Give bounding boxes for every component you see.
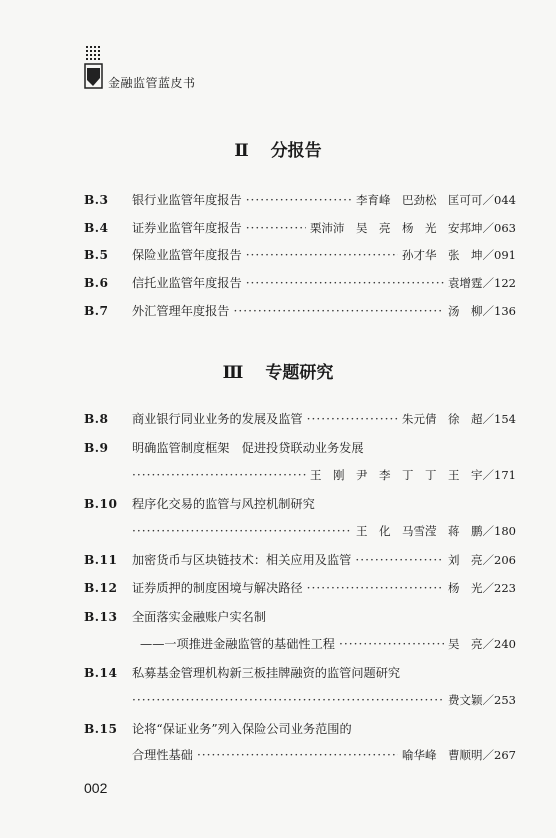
- dot-leader: [307, 410, 398, 428]
- dot-leader: [355, 551, 444, 569]
- entry-title: 保险业监管年度报告: [132, 248, 242, 262]
- toc-entry-continuation: [84, 635, 516, 653]
- entry-title: 私募基金管理机构新三板挂牌融资的监管问题研究: [132, 666, 401, 680]
- entry-authors-page: 刘 亮／206: [448, 553, 516, 567]
- book-series-title: 金融监管蓝皮书: [108, 76, 196, 90]
- dot-leader: [132, 466, 306, 484]
- entry-title: 加密货币与区块链技术：相关应用及监管: [132, 553, 352, 567]
- entry-authors-page: 朱元倩 徐 超／154: [402, 412, 516, 426]
- entry-subtitle: ——一项推进金融监管的基础性工程: [140, 637, 335, 651]
- entry-title: 论将“保证业务”列入保险公司业务范围的: [132, 722, 352, 736]
- dot-leader: [246, 274, 444, 292]
- entry-authors-page: 孙才华 张 坤／091: [402, 248, 516, 262]
- entry-code: B.15: [84, 722, 118, 736]
- entry-authors-page: 栗沛沛 吴 亮 杨 光 安邦坤／063: [310, 221, 516, 235]
- dot-leader: [132, 691, 444, 709]
- toc-entry[interactable]: [84, 410, 516, 428]
- dot-leader: [339, 635, 444, 653]
- toc-entry[interactable]: [84, 246, 516, 264]
- toc-entry[interactable]: [84, 274, 516, 292]
- entry-title: 外汇管理年度报告: [132, 304, 230, 318]
- entry-authors-page: 王 刚 尹 李 丁 丁 王 宇／171: [310, 468, 516, 482]
- toc-entry[interactable]: [84, 191, 516, 209]
- entry-title: 银行业监管年度报告: [132, 193, 242, 207]
- entry-code: B.5: [84, 248, 109, 262]
- toc-entry[interactable]: [84, 664, 516, 682]
- entry-code: B.12: [84, 581, 118, 595]
- toc-entry-continuation: [84, 746, 516, 764]
- entry-code: B.4: [84, 221, 109, 235]
- entry-code: B.10: [84, 497, 118, 511]
- dot-leader: [307, 579, 444, 597]
- toc-entry[interactable]: [84, 439, 516, 457]
- section-number: Ⅱ: [234, 141, 249, 161]
- entry-title-continued: 合理性基础: [132, 748, 193, 762]
- toc-entry-continuation: [84, 466, 516, 484]
- entry-code: B.8: [84, 412, 109, 426]
- toc-entry[interactable]: [84, 219, 516, 237]
- entry-title: 证券业监管年度报告: [132, 221, 242, 235]
- section-heading-special-research: [0, 358, 556, 383]
- dot-leader: [197, 746, 398, 764]
- toc-entry[interactable]: [84, 608, 516, 626]
- page-number: 002: [84, 780, 108, 796]
- toc-entry[interactable]: [84, 551, 516, 569]
- section-title: 专题研究: [265, 363, 334, 383]
- entry-title: 证券质押的制度困境与解决路径: [132, 581, 303, 595]
- entry-code: B.14: [84, 666, 118, 680]
- entry-authors-page: 袁增霆／122: [448, 276, 516, 290]
- entry-title: 程序化交易的监管与风控机制研究: [132, 497, 315, 511]
- toc-entry-continuation: [84, 522, 516, 540]
- entry-code: B.11: [84, 553, 118, 567]
- entry-code: B.13: [84, 610, 118, 624]
- dot-leader: [246, 219, 306, 237]
- dot-leader: [132, 522, 352, 540]
- dot-leader: [234, 302, 445, 320]
- entry-authors-page: 汤 柳／136: [448, 304, 516, 318]
- toc-entry[interactable]: [84, 579, 516, 597]
- dot-leader: [246, 246, 398, 264]
- section-heading-reports: [0, 136, 556, 161]
- entry-title: 明确监管制度框架 促进投贷联动业务发展: [132, 441, 364, 455]
- toc-entry-continuation: [84, 691, 516, 709]
- section-title: 分报告: [270, 141, 322, 161]
- entry-code: B.9: [84, 441, 109, 455]
- book-logo-icon: [84, 44, 104, 90]
- entry-authors-page: 王 化 马雪滢 蒋 鹏／180: [356, 524, 516, 538]
- entry-title: 商业银行同业业务的发展及监管: [132, 412, 303, 426]
- entry-authors-page: 喻华峰 曹顺明／267: [402, 748, 516, 762]
- entry-code: B.6: [84, 276, 109, 290]
- dot-leader: [246, 191, 352, 209]
- section-number: Ⅲ: [222, 363, 244, 383]
- entry-authors-page: 杨 光／223: [448, 581, 516, 595]
- entry-code: B.7: [84, 304, 109, 318]
- entry-authors-page: 吴 亮／240: [448, 637, 516, 651]
- entry-title: 全面落实金融账户实名制: [132, 610, 267, 624]
- entry-title: 信托业监管年度报告: [132, 276, 242, 290]
- toc-entry[interactable]: [84, 495, 516, 513]
- entry-authors-page: 李育峰 巴劲松 匡可可／044: [356, 193, 516, 207]
- toc-entry[interactable]: [84, 302, 516, 320]
- entry-authors-page: 费文颖／253: [448, 693, 516, 707]
- toc-entry[interactable]: [84, 720, 516, 738]
- entry-code: B.3: [84, 193, 109, 207]
